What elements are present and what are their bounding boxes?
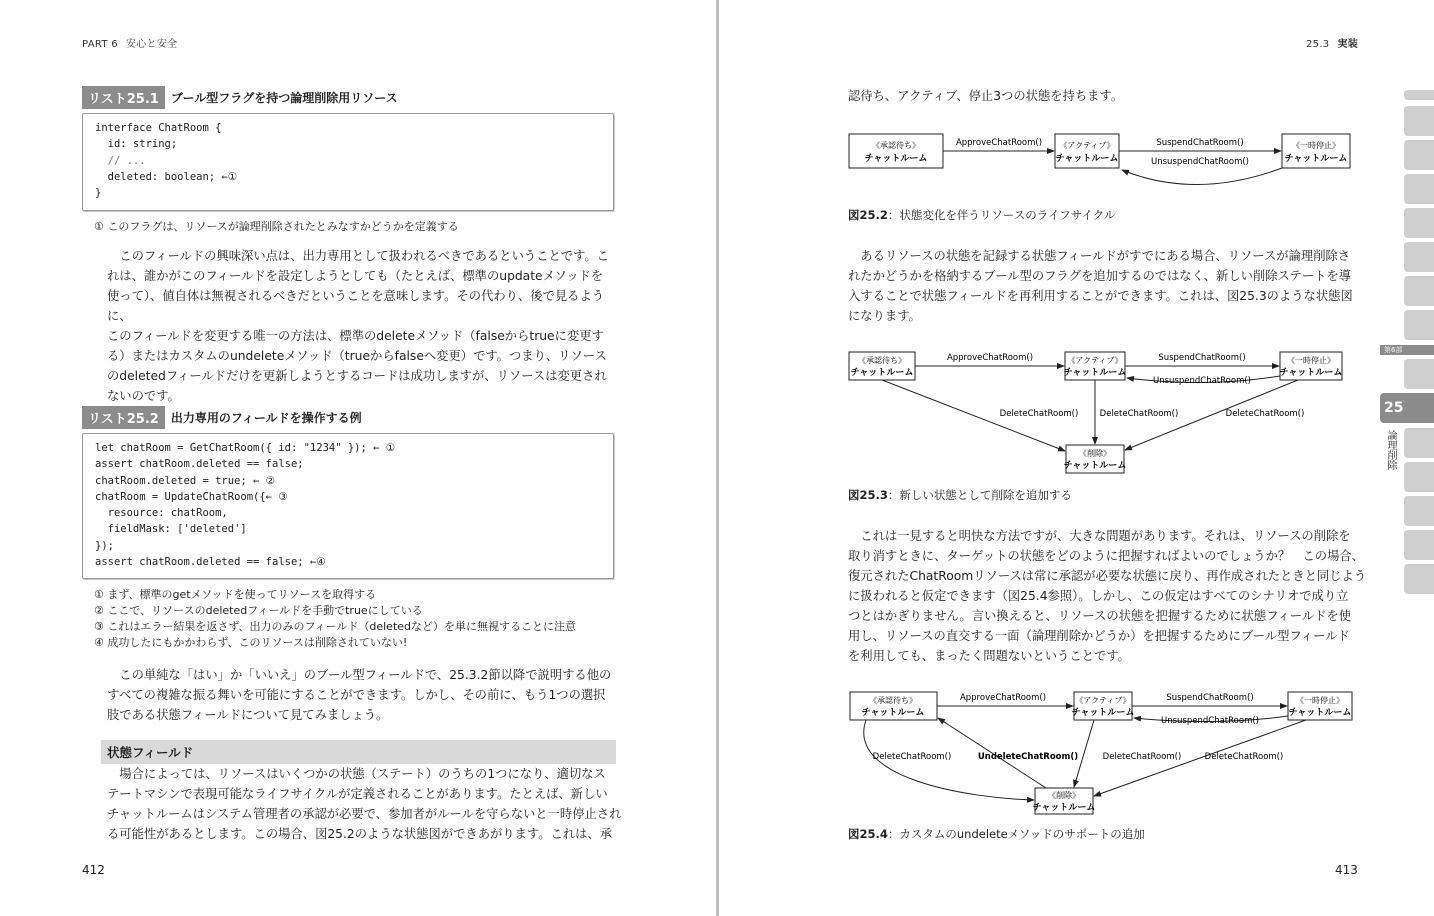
- code-line: assert chatRoom.deleted == false; ←④: [95, 556, 326, 569]
- text-line: 使って）、値自体は無視されるべきだということを意味します。その代わり、後で見るように、: [107, 289, 605, 323]
- text-line: 肢である状態フィールドについて見てみましょう。: [107, 708, 389, 722]
- thumb-tab[interactable]: [1404, 208, 1434, 238]
- section-title: 実装: [1337, 39, 1359, 50]
- figure-25-2: [846, 130, 1356, 190]
- annotation-line: ② ここで、リソースのdeletedフィールドを手動でtrueにしている: [94, 604, 423, 617]
- chapter-tab-active[interactable]: 25: [1380, 393, 1434, 423]
- thumb-tab[interactable]: [1404, 106, 1434, 136]
- listing-badge: リスト25.2: [82, 406, 165, 429]
- figure-25-4: [846, 688, 1356, 816]
- text-line: れは、誰かがこのフィールドを設定しようとしても（たとえば、標準のupdateメソッドを: [107, 269, 604, 283]
- edge-label-undelete: UndeleteChatRoom(): [977, 752, 1079, 762]
- figure-caption-text: ：カスタムのundeleteメソッドのサポートの追加: [887, 827, 1145, 841]
- state-box-pending: [849, 134, 943, 168]
- code-line: // ...: [95, 154, 146, 167]
- paragraph-boolean: [107, 665, 627, 725]
- part-title: 安心と安全: [125, 39, 178, 50]
- thumb-tab[interactable]: [1404, 564, 1434, 594]
- svg-text:《承認待ち》: 《承認待ち》: [858, 356, 906, 365]
- code-line: });: [95, 539, 114, 552]
- svg-text:《削除》: 《削除》: [1079, 449, 1111, 458]
- book-gutter: [716, 0, 719, 916]
- part-tab: 第6部: [1380, 345, 1434, 355]
- svg-text:チャットルーム: チャットルーム: [1055, 154, 1119, 164]
- figure-number: 図25.4: [848, 827, 888, 841]
- edge-label-delete: DeleteChatRoom(): [1099, 409, 1179, 419]
- thumb-tab[interactable]: [1404, 462, 1434, 492]
- listing-badge: リスト25.1: [82, 86, 165, 109]
- text-line: 入することで状態フィールドを再利用することができます。これは、図25.3のような状態図: [848, 289, 1353, 303]
- edge-label-suspend: SuspendChatRoom(): [1166, 693, 1254, 703]
- code-line: resource: chatRoom,: [95, 507, 228, 520]
- code-annotation: [94, 219, 459, 235]
- edge-label-delete: DeleteChatRoom(): [1225, 409, 1305, 419]
- paragraph-problem: [848, 526, 1368, 666]
- running-header-right: [1306, 35, 1358, 50]
- thumb-tab[interactable]: [1404, 310, 1434, 340]
- listing-caption: ブール型フラグを持つ論理削除用リソース: [170, 91, 398, 105]
- edge-label-delete: DeleteChatRoom(): [1204, 752, 1284, 762]
- state-box-active: [1064, 352, 1127, 380]
- state-box-suspended: [1280, 352, 1343, 380]
- edge-label-approve: ApproveChatRoom(): [955, 138, 1043, 148]
- text-line: のdeletedフィールドだけを更新しようとするコードは成功しますが、リソースは変更され: [107, 369, 607, 383]
- text-line: このフィールドの興味深い点は、出力専用として扱われるべきであるということです。こ: [107, 249, 609, 263]
- state-box-active: [1055, 134, 1119, 168]
- figure-caption-25-4: [848, 826, 1145, 842]
- text-line: を利用しても、まったく問題ないということです。: [848, 649, 1130, 663]
- thumb-tab[interactable]: [1404, 90, 1434, 100]
- figure-caption-text: ：状態変化を伴うリソースのライフサイクル: [887, 208, 1116, 222]
- svg-text:《アクティブ》: 《アクティブ》: [1059, 141, 1115, 150]
- listing-25-1-title: [82, 86, 398, 109]
- thumb-tab[interactable]: [1404, 140, 1434, 170]
- svg-text:チャットルーム: チャットルーム: [1032, 803, 1096, 813]
- paragraph-state-reuse: [848, 246, 1368, 326]
- state-box-suspended: [1282, 134, 1350, 168]
- svg-text:《削除》: 《削除》: [1048, 791, 1080, 800]
- figure-number: 図25.3: [848, 488, 888, 502]
- code-line: deleted: boolean; ←①: [95, 170, 238, 183]
- svg-text:チャットルーム: チャットルーム: [850, 368, 914, 378]
- svg-text:チャットルーム: チャットルーム: [1063, 368, 1127, 378]
- text-line: テートマシンで表現可能なライフサイクルが定義されることがあります。たとえば、新しい: [107, 787, 608, 801]
- edge-label-suspend: SuspendChatRoom(): [1158, 353, 1246, 363]
- code-line: fieldMask: ['deleted']: [95, 523, 247, 536]
- subsection-heading: 状態フィールド: [101, 740, 616, 764]
- figure-caption-text: ：新しい状態として削除を追加する: [887, 488, 1072, 502]
- annotation-line: ④ 成功したにもかかわらず、このリソースは削除されていない!: [94, 636, 408, 649]
- listing-caption: 出力専用のフィールドを操作する例: [170, 411, 362, 425]
- text-line: このフィールドを変更する唯一の方法は、標準のdeleteメソッド（falseからtrueに変更す: [107, 329, 604, 343]
- code-line: assert chatRoom.deleted == false;: [95, 458, 304, 471]
- text-line: ないのです。: [107, 389, 180, 403]
- page-number: 413: [1335, 863, 1358, 877]
- paragraph-continued: 認待ち、アクティブ、停止3つの状態を持ちます。: [848, 89, 1124, 103]
- svg-text:《アクティブ》: 《アクティブ》: [1067, 356, 1123, 365]
- svg-text:《一時停止》: 《一時停止》: [1292, 141, 1340, 150]
- thumb-tab[interactable]: [1404, 530, 1434, 560]
- annotation-line: ① まず、標準のgetメソッドを使ってリソースを取得する: [94, 588, 377, 601]
- text-line: る可能性があるとします。この場合、図25.2のような状態図ができあがります。これは、承: [107, 827, 612, 841]
- edge-label-unsuspend: UnsuspendChatRoom(): [1153, 376, 1251, 386]
- figure-caption-25-3: [848, 487, 1072, 503]
- code-line: let chatRoom = GetChatRoom({ id: "1234" }); ← ①: [95, 442, 396, 454]
- state-box-pending: [850, 692, 937, 720]
- svg-text:チャットルーム: チャットルーム: [1279, 368, 1343, 378]
- text-line: つとはかぎりません。言い換えると、リソースの状態を把握するために状態フィールドを使: [848, 609, 1352, 623]
- svg-text:《アクティブ》: 《アクティブ》: [1075, 696, 1131, 705]
- thumb-tab[interactable]: [1404, 174, 1434, 204]
- text-line: 用し、リソースの直交する一面（論理削除かどうか）を把握するためにブール型フィールド: [848, 629, 1350, 643]
- code-line: chatRoom.deleted = true; ← ②: [95, 474, 276, 487]
- code-line: id: string;: [95, 138, 178, 151]
- running-header: [82, 35, 177, 50]
- svg-text:チャットルーム: チャットルーム: [1284, 154, 1348, 164]
- text-line: れたかどうかを格納するブール型のフラグを追加するのではなく、新しい削除ステートを導: [848, 269, 1352, 283]
- text-line: 取り消すときに、ターゲットの状態をどのように把握すればよいのでしょうか？ この場合、: [848, 549, 1364, 563]
- state-box-deleted: [1064, 445, 1127, 473]
- svg-text:《承認待ち》: 《承認待ち》: [869, 696, 917, 705]
- thumb-tab[interactable]: [1404, 242, 1434, 272]
- page-number: 412: [82, 863, 105, 877]
- state-box-pending: [849, 352, 915, 380]
- svg-text:チャットルーム: チャットルーム: [1288, 708, 1352, 718]
- svg-text:《一時停止》: 《一時停止》: [1296, 696, 1344, 705]
- code-line: interface ChatRoom {: [95, 122, 222, 134]
- paragraph-output-only: [107, 246, 627, 406]
- figure-25-3: [846, 348, 1356, 478]
- paragraph-state-field: [107, 764, 627, 844]
- edge-label-delete: DeleteChatRoom(): [1102, 752, 1182, 762]
- text-line: に扱われると仮定できます（図25.4参照）。しかし、この仮定はすべてのシナリオで成り立: [848, 589, 1349, 603]
- annotation-line: ① このフラグは、リソースが論理削除されたとみなすかどうかを定義する: [94, 220, 459, 233]
- svg-text:《承認待ち》: 《承認待ち》: [872, 141, 920, 150]
- chapter-tab-title: 論理削除: [1385, 430, 1396, 470]
- text-line: 場合によっては、リソースはいくつかの状態（ステート）のうちの1つになり、適切なス: [107, 767, 606, 781]
- svg-text:チャットルーム: チャットルーム: [864, 154, 928, 164]
- svg-text:チャットルーム: チャットルーム: [1071, 708, 1135, 718]
- svg-text:《一時停止》: 《一時停止》: [1287, 356, 1335, 365]
- code-annotations: [94, 587, 576, 651]
- listing-25-2-title: [82, 406, 362, 429]
- text-line: チャットルームはシステム管理者の承認が必要で、参加者がルールを守らないと一時停止され: [107, 807, 622, 821]
- thumb-tab[interactable]: [1404, 496, 1434, 526]
- code-line: chatRoom = UpdateChatRoom({← ③: [95, 490, 288, 503]
- annotation-line: ③ これはエラー結果を返さず、出力のみのフィールド（deletedなど）を単に無視することに注意: [94, 620, 577, 633]
- state-box-deleted: [1033, 788, 1096, 814]
- edge-label-unsuspend: UnsuspendChatRoom(): [1151, 157, 1249, 167]
- thumb-tab[interactable]: [1404, 359, 1434, 389]
- part-label: PART 6: [82, 39, 118, 50]
- figure-number: 図25.2: [848, 208, 888, 222]
- state-box-suspended: [1288, 692, 1352, 720]
- figure-caption-25-2: [848, 207, 1115, 223]
- text-line: これは一見すると明快な方法ですが、大きな問題があります。それは、リソースの削除を: [848, 529, 1351, 543]
- state-box-active: [1072, 692, 1135, 720]
- edge-label-suspend: SuspendChatRoom(): [1156, 138, 1244, 148]
- code-block-25-2: [82, 433, 614, 579]
- edge-unsuspend: [1122, 168, 1282, 185]
- code-block-25-1: [82, 113, 614, 211]
- thumb-tab[interactable]: [1404, 428, 1434, 458]
- code-line: }: [95, 187, 102, 200]
- edge-label-unsuspend: UnsuspendChatRoom(): [1161, 716, 1259, 726]
- svg-text:チャットルーム: チャットルーム: [1063, 461, 1127, 471]
- section-number: 25.3: [1306, 39, 1330, 50]
- svg-text:チャットルーム: チャットルーム: [861, 708, 925, 718]
- edge-label-delete: DeleteChatRoom(): [999, 409, 1079, 419]
- text-line: 復元されたChatRoomリソースは常に承認が必要な状態に戻り、再作成されたときと同じよう: [848, 569, 1367, 583]
- edge-label-approve: ApproveChatRoom(): [959, 693, 1047, 703]
- text-line: すべての複雑な振る舞いを可能にすることができます。しかし、その前に、もう1つの選択: [107, 688, 606, 702]
- text-line: になります。: [848, 309, 921, 323]
- text-line: この単純な「はい」か「いいえ」のブール型フィールドで、25.3.2節以降で説明する他の: [107, 668, 612, 682]
- text-line: あるリソースの状態を記録する状態フィールドがすでにある場合、リソースが論理削除さ: [848, 249, 1351, 263]
- thumb-tab[interactable]: [1404, 276, 1434, 306]
- text-line: る）またはカスタムのundeleteメソッド（trueからfalseへ変更）です。つまり、リソース: [107, 349, 607, 363]
- edge-label-approve: ApproveChatRoom(): [946, 353, 1034, 363]
- edge-label-delete: DeleteChatRoom(): [872, 752, 952, 762]
